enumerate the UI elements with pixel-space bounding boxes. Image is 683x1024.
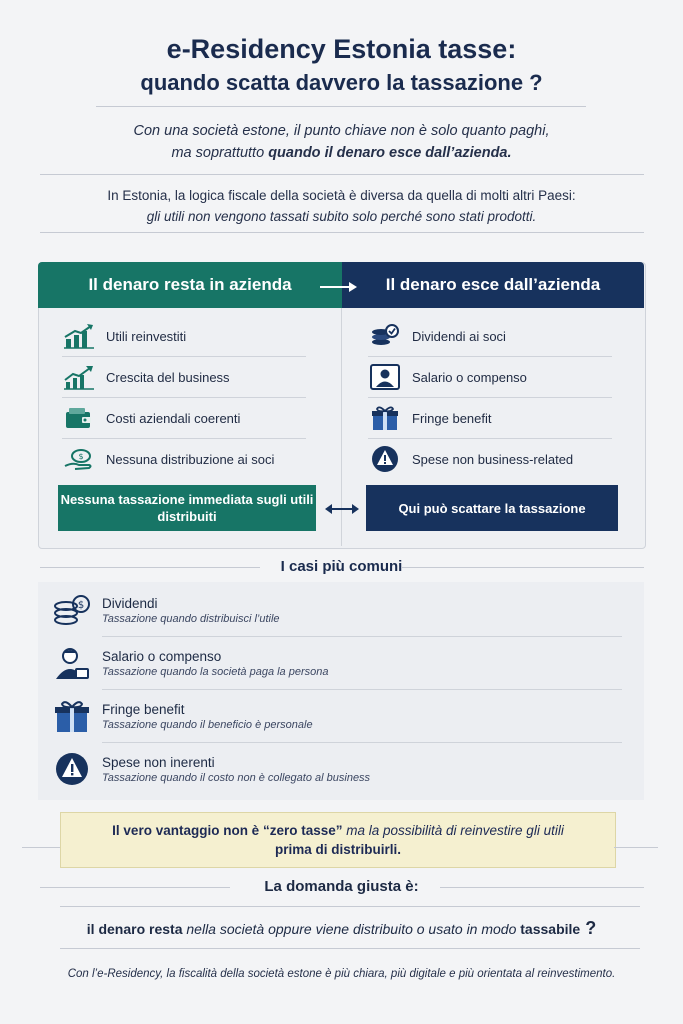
key-takeaway-note: [60, 812, 616, 868]
note-italic: ma la possibilità di reinvestire gli utili: [342, 823, 564, 838]
intro-divider-top: [40, 174, 644, 175]
right-item-label: Fringe benefit: [412, 410, 492, 426]
right-list: [368, 316, 612, 479]
warning-icon: [50, 749, 94, 789]
note-bold-1: Il vero vantaggio non è “zero tasse”: [112, 823, 343, 838]
gift-icon: [50, 696, 94, 736]
question-part-1: il denaro resta: [86, 921, 183, 937]
double-arrow-icon: [324, 503, 360, 515]
note-divider-left: [22, 847, 60, 848]
case-item: [50, 584, 622, 636]
case-item: [50, 690, 622, 742]
case-subtitle: Tassazione quando il beneficio è personale: [102, 718, 313, 731]
svg-text:$: $: [78, 452, 84, 461]
trend-up-icon: [62, 362, 96, 392]
right-header: Il denaro esce dall’azienda: [342, 262, 644, 308]
question-text: [0, 918, 683, 939]
case-subtitle: Tassazione quando il costo non è collegato al business: [102, 771, 371, 784]
question-rule-top: [60, 906, 640, 907]
question-part-3: tassabile: [520, 921, 581, 937]
gift-icon: [368, 403, 402, 433]
section-divider-right: [402, 567, 644, 568]
question-divider-right: [440, 887, 644, 888]
no-tax-box: Nessuna tassazione immediata sugli utili distribuiti: [58, 485, 316, 531]
intro-line-2-prefix: ma soprattutto: [171, 145, 269, 161]
intro-divider-bottom: [40, 232, 644, 233]
section-title: I casi più comuni: [280, 558, 403, 575]
warning-icon: [368, 444, 402, 474]
wallet-icon: [62, 403, 96, 433]
question-part-2: nella società oppure viene distribuito o usato in modo: [182, 921, 521, 937]
left-header: Il denaro resta in azienda: [38, 262, 342, 308]
arrow-right-icon: [318, 281, 358, 293]
coins-icon: [50, 590, 94, 630]
list-item: [62, 316, 306, 356]
list-item: [368, 398, 612, 438]
case-title: Spese non inerenti: [102, 754, 215, 770]
list-item: [368, 357, 612, 397]
case-item: [50, 743, 622, 795]
right-item-label: Dividendi ai soci: [412, 328, 506, 344]
list-item: [62, 357, 306, 397]
growth-chart-icon: [62, 321, 96, 351]
case-item: [50, 637, 622, 689]
left-item-label: Nessuna distribuzione ai soci: [106, 451, 275, 467]
case-title: Fringe benefit: [102, 701, 185, 717]
cases-list: [50, 584, 622, 795]
list-item: [368, 439, 612, 479]
title-divider: [96, 106, 586, 107]
right-item-label: Spese non business-related: [412, 451, 574, 467]
svg-text:$: $: [77, 600, 85, 611]
page-title: e-Residency Estonia tasse:: [166, 34, 517, 64]
list-item: [62, 439, 306, 479]
intro-explanation: [0, 185, 683, 227]
intro-explanation-line-2: gli utili non vengono tassati subito solo perché sono stati prodotti.: [146, 209, 537, 224]
footer-text: Con l’e-Residency, la fiscalità della società estone è più chiara, più digitale e più orientata al reinvestimento.: [67, 968, 616, 980]
case-title: Dividendi: [102, 595, 158, 611]
left-item-label: Utili reinvestiti: [106, 328, 187, 344]
question-heading: La domanda giusta è:: [264, 878, 419, 895]
right-item-label: Salario o compenso: [412, 369, 527, 385]
case-subtitle: Tassazione quando distribuisci l’utile: [102, 612, 280, 625]
intro-explanation-line-1: In Estonia, la logica fiscale della società è diversa da quella di molti altri Paesi:: [107, 188, 576, 203]
left-list: [62, 316, 306, 479]
list-item: [62, 398, 306, 438]
coins-icon: [368, 321, 402, 351]
note-divider-right: [614, 847, 658, 848]
left-item-label: Costi aziendali coerenti: [106, 410, 241, 426]
person-icon: [50, 643, 94, 683]
intro-line-2: [0, 142, 683, 164]
left-item-label: Crescita del business: [106, 369, 230, 385]
intro-line-2-bold: quando il denaro esce dall’azienda.: [268, 145, 512, 161]
case-subtitle: Tassazione quando la società paga la persona: [102, 665, 329, 678]
intro-text: [0, 120, 683, 164]
question-mark: ?: [580, 918, 597, 938]
case-title: Salario o compenso: [102, 648, 222, 664]
money-hand-icon: [62, 444, 96, 474]
tax-trigger-box: Qui può scattare la tassazione: [366, 485, 618, 531]
list-item: [368, 316, 612, 356]
person-icon: [368, 362, 402, 392]
note-bold-2: prima di distribuirli.: [274, 842, 401, 857]
page-subtitle: quando scatta davvero la tassazione ?: [140, 70, 543, 95]
intro-line-1: Con una società estone, il punto chiave non è solo quanto paghi,: [133, 123, 550, 139]
question-rule-bottom: [60, 948, 640, 949]
